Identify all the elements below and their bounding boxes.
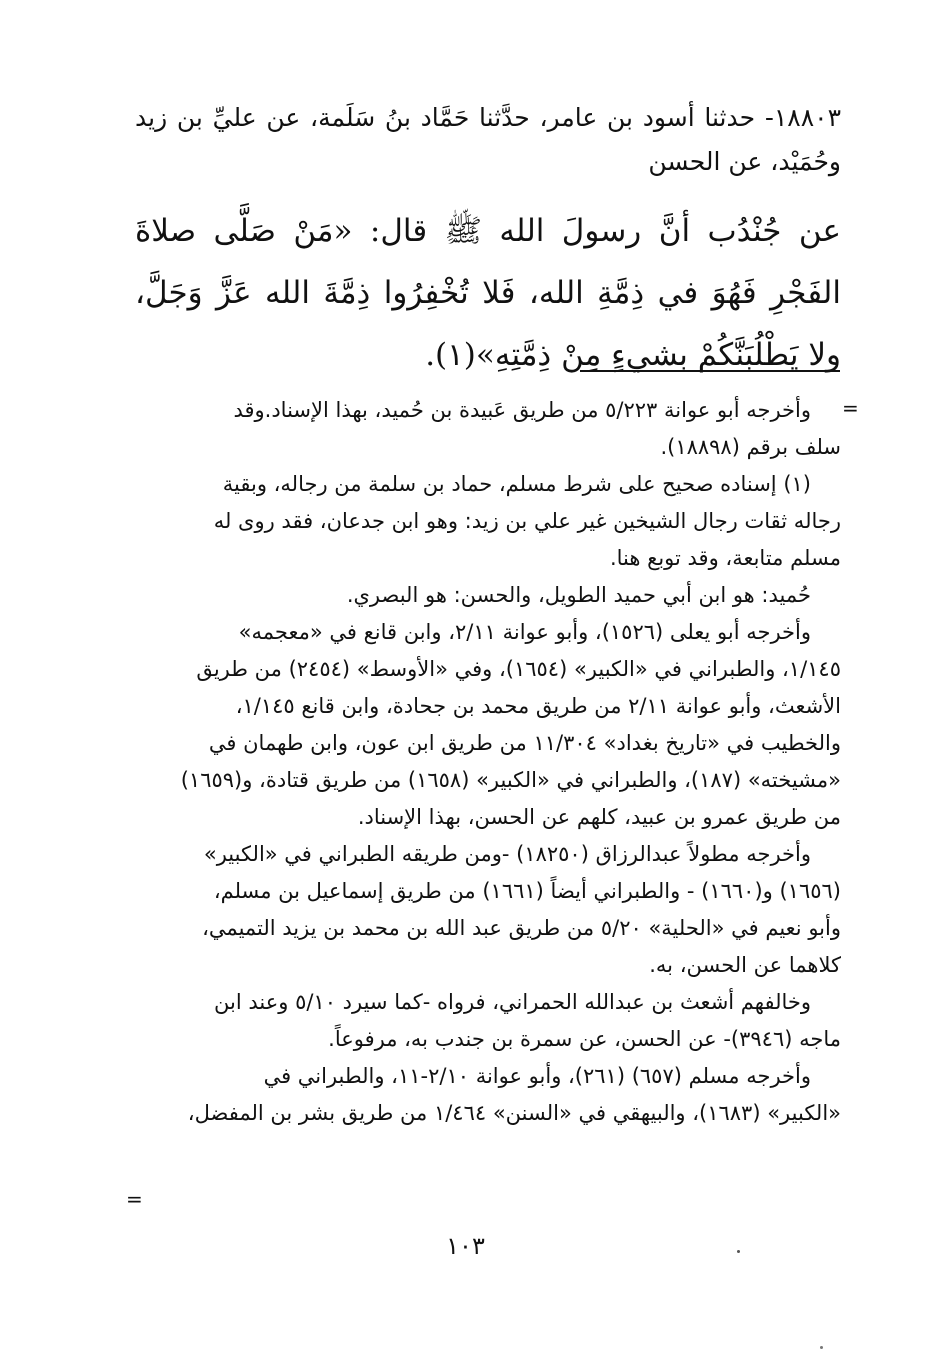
footnote-line: حُميد: هو ابن أبي حميد الطويل، والحسن: هو البصري. [346,583,811,607]
footnote-separator [580,370,840,372]
footnote-line: من طريق عمرو بن عبيد، كلهم عن الحسن، بهذا الإسناد. [357,805,841,829]
footnote-line: وأخرجه مسلم (٦٥٧) (٢٦١)، وأبو عوانة ٢/١٠-١١، والطبراني في [263,1064,811,1088]
footnote-line: «مشيخته» (١٨٧)، والطبراني في «الكبير» (١٦٥٨) من طريق قتادة، و(١٦٥٩) [180,768,841,792]
footnote-line: والخطيب في «تاريخ بغداد» ١١/٣٠٤ من طريق ابن عون، وابن طهمان في [208,731,841,755]
footnote-line: (١٦٥٦) و(١٦٦٠) - والطبراني أيضاً (١٦٦١) من طريق إسماعيل بن مسلم، [213,879,841,903]
hadith-text: عن جُنْدُب أنَّ رسولَ الله ﷺ قال: «مَنْ صَلَّى صلاةَ الفَجْرِ فَهُوَ في ذِمَّةِ الله، فَلا تُخْفِرُوا ذِمَّةَ الله عَزَّ وَجَلَّ، ولا يَطْلُبَنَّكُمْ بشيءٍ مِنْ ذِمَّتِهِ»(١). [135,213,841,373]
footnote-line: وأبو نعيم في «الحلية» ٥/٢٠ من طريق عبد الله بن محمد بن يزيد التميمي، [202,916,841,940]
footnote-line: وأخرجه أبو يعلى (١٥٢٦)، وأبو عوانة ٢/١١، وابن قانع في «معجمه» [238,620,811,644]
footnote-line: ماجه (٣٩٤٦)- عن الحسن، عن سمرة بن جندب به، مرفوعاً. [328,1027,841,1051]
footnote-line: الأشعث، وأبو عوانة ٢/١١ من طريق محمد بن جحادة، وابن قانع ١/١٤٥، [235,694,841,718]
footnote-line: سلف برقم (١٨٨٩٨). [660,435,841,459]
footnote-line: رجاله ثقات رجال الشيخين غير علي بن زيد: وهو ابن جدعان، فقد روى له [213,509,841,533]
continuation-marker-end: = [126,1187,143,1211]
hadith-header: ١٨٨٠٣- حدثنا أسود بن عامر، حدَّثنا حَمَّاد بنُ سَلَمة، عن عليِّ بن زيد وحُمَيْد، عن الحسن [135,103,841,176]
footnotes [135,392,841,1132]
scan-speck [820,1346,823,1349]
continuation-marker: = [842,396,859,420]
footnote-line: مسلم متابعة، وقد توبع هنا. [609,546,841,570]
footnote-line: كلاهما عن الحسن، به. [649,953,841,977]
footnote-line: وأخرجه مطولاً عبدالرزاق (١٨٢٥٠) -ومن طريقه الطبراني في «الكبير» [203,842,811,866]
footnote-line: «الكبير» (١٦٨٣)، والبيهقي في «السنن» ١/٤٦٤ من طريق بشر بن المفضل، [187,1101,841,1125]
footnote-line: ١/١٤٥، والطبراني في «الكبير» (١٦٥٤)، وفي «الأوسط» (٢٤٥٤) من طريق [196,657,841,681]
footnote-line: (١) إسناده صحيح على شرط مسلم، حماد بن سلمة من رجاله، وبقية [222,472,811,496]
footnote-line: وأخرجه أبو عوانة ٥/٢٢٣ من طريق عَبيدة بن حُميد، بهذا الإسناد.وقد [233,398,811,422]
page-number: ١٠٣ [446,1232,485,1260]
footnote-line: وخالفهم أشعث بن عبدالله الحمراني، فرواه -كما سيرد ٥/١٠ وعند ابن [214,990,811,1014]
scan-speck [737,1250,740,1253]
